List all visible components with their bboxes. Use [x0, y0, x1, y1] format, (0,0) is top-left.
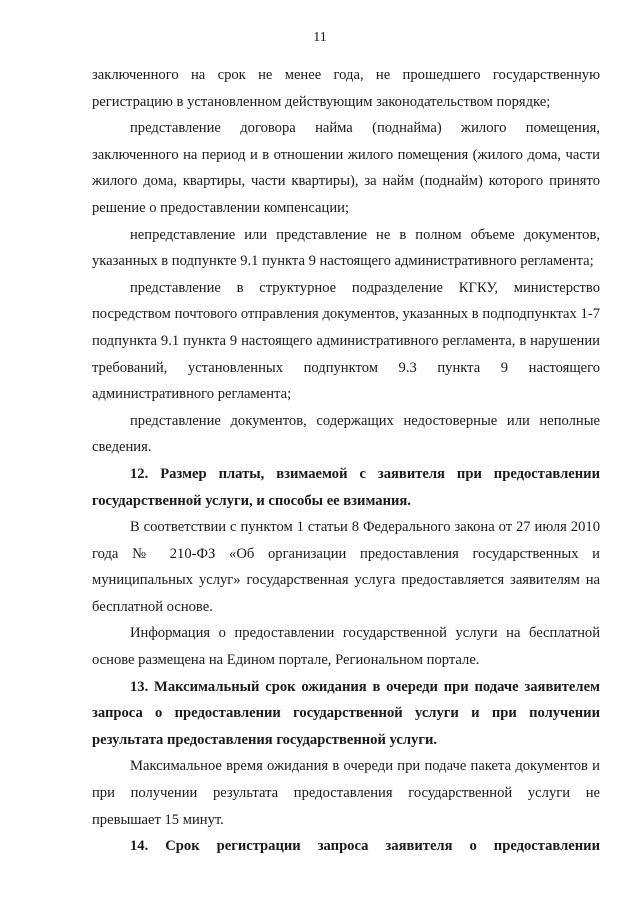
paragraph-10: Максимальное время ожидания в очереди при подаче пакета документов и при получении результата предоставления государственной услуги не превышает 15 минут. [92, 758, 600, 828]
paragraph-1: заключенного на срок не менее года, не прошедшего государственную регистрацию в установленном действующим законодательством порядке; [92, 67, 600, 110]
paragraph-7: В соответствии с пунктом 1 статьи 8 Федерального закона от 27 июля 2010 года № 210-ФЗ «Об организации предоставления государственных и муниципальных услуг» государственная услуга предоставляется заявителям на бесплатной основе. [92, 519, 600, 615]
paragraph-5: представление документов, содержащих недостоверные или неполные сведения. [92, 412, 600, 456]
section-12-heading: 12. Размер платы, взимаемой с заявителя при предоставлении государственной услуги, и способы ее взимания. [92, 465, 600, 509]
section-13-heading: 13. Максимальный срок ожидания в очереди при подаче заявителем запроса о предоставлении государственной услуги и при получении результата предоставления государственной услуги. [92, 678, 600, 748]
paragraph-2: представление договора найма (поднайма) жилого помещения, заключенного на период и в отношении жилого помещения (жилого дома, части жилого дома, квартиры, части квартиры), за найм (поднайм) которого принято решение о предоставлении компенсации; [92, 120, 600, 216]
section-14-heading: 14. Срок регистрации запроса заявителя о предоставлении [130, 838, 600, 855]
paragraph-4: представление в структурное подразделение КГКУ, министерство посредством почтового отправления документов, указанных в подподпунктах 1-7 подпункта 9.1 пункта 9 настоящего административного регламента, в нарушении требований, установленных подпунктом 9.3 пункта 9 настоящего административного регламента; [92, 279, 600, 403]
page-number: 11 [313, 30, 327, 45]
paragraph-8: Информация о предоставлении государственной услуги на бесплатной основе размещена на Едином портале, Региональном портале. [92, 625, 600, 669]
paragraph-3: непредставление или представление не в полном объеме документов, указанных в подпункте 9.1 пункта 9 настоящего административного регламента; [92, 226, 600, 270]
document-body [92, 62, 600, 860]
